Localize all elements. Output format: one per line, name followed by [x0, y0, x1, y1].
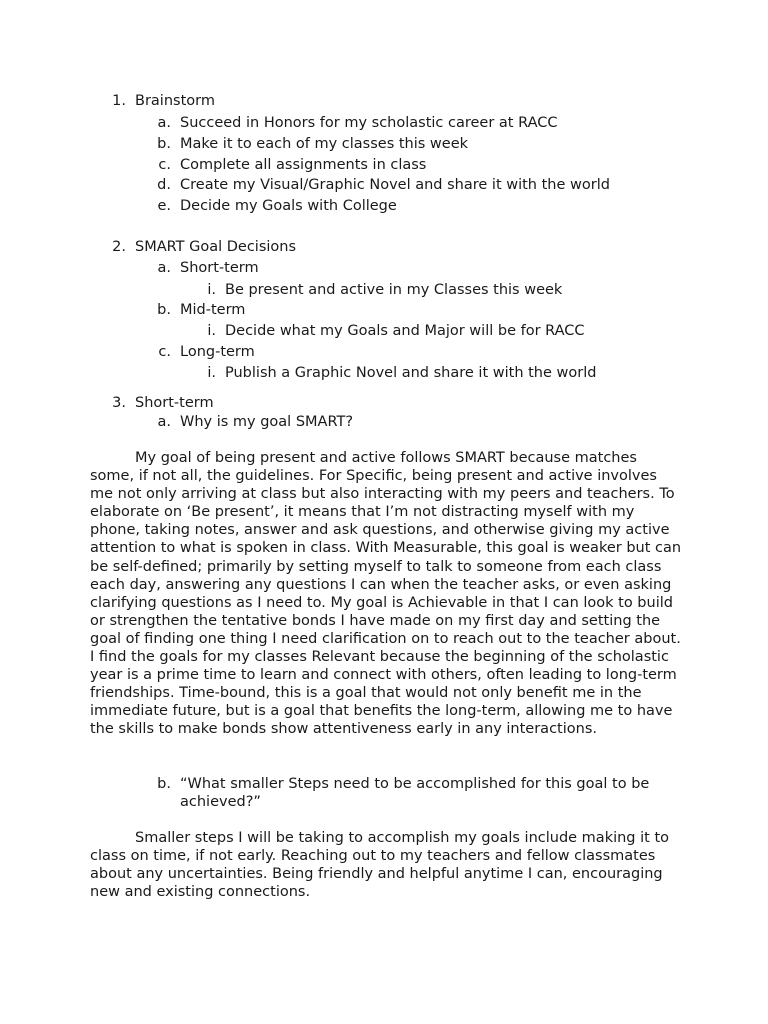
list-marker: b.	[157, 302, 171, 318]
list-item-text: “What smaller Steps need to be accomplished for this goal to be achieved?”	[180, 776, 650, 810]
list-item-text: Mid-term	[180, 302, 246, 318]
list-item-text: Be present and active in my Classes this week	[225, 282, 563, 298]
outline-item-title: Brainstorm	[135, 93, 215, 109]
list-item-text: Decide my Goals with College	[180, 198, 397, 214]
body-paragraph: Smaller steps I will be taking to accomplish my goals include making it to class on time, if not early. Reaching out to my teachers and fellow classmates about any uncertainties. Being friendly and helpful anytime I can, encouraging new and existing connections.	[90, 830, 670, 901]
outline-item-title: SMART Goal Decisions	[135, 239, 297, 255]
list-marker: c.	[158, 157, 171, 173]
list-item-text: Decide what my Goals and Major will be for RACC	[225, 323, 585, 339]
list-item-text: Long-term	[180, 344, 255, 360]
list-item-text: Publish a Graphic Novel and share it with the world	[225, 365, 597, 381]
list-marker: a.	[157, 414, 171, 430]
list-marker: i.	[207, 323, 216, 339]
body-paragraph: My goal of being present and active follows SMART because matches some, if not all, the guidelines. For Specific, being present and active involves me not only arriving at class but also interacting with my peers and teachers. To elaborate on ‘Be present’, it means that I’m not distracting myself with my phone, taking notes, answer and ask questions, and otherwise giving my active attention to what is spoken in class. With Measurable, this goal is weaker but can be self-defined; primarily by setting myself to talk to someone from each class each day, answering any questions I can when the teacher asks, or even asking clarifying questions as I need to. My goal is Achievable in that I can look to build or strengthen the tentative bonds I have made on my first day and setting the goal of finding one thing I need clarification on to reach out to the teacher about. I find the goals for my classes Relevant because the beginning of the scholastic year is a prime time to learn and connect with others, often leading to long-term friendships. Time-bound, this is a goal that would not only benefit me in the immediate future, but is a goal that benefits the long-term, allowing me to have the skills to make bonds show attentiveness early in any interactions.	[90, 450, 682, 738]
list-number: 1.	[112, 93, 126, 109]
list-marker: b.	[157, 136, 171, 152]
list-marker: a.	[157, 115, 171, 131]
list-item-text: Why is my goal SMART?	[180, 414, 354, 430]
list-number: 2.	[112, 239, 126, 255]
list-marker: a.	[157, 260, 171, 276]
list-item-text: Succeed in Honors for my scholastic career at RACC	[180, 115, 558, 131]
list-marker: i.	[207, 365, 216, 381]
list-marker: c.	[158, 344, 171, 360]
list-item-text: Short-term	[180, 260, 259, 276]
list-marker: b.	[157, 776, 171, 792]
list-marker: i.	[207, 282, 216, 298]
list-item-text: Make it to each of my classes this week	[180, 136, 469, 152]
list-number: 3.	[112, 395, 126, 411]
list-item-text: Complete all assignments in class	[180, 157, 427, 173]
list-item-text: Create my Visual/Graphic Novel and share it with the world	[180, 177, 610, 193]
outline-item-title: Short-term	[135, 395, 214, 411]
list-marker: e.	[157, 198, 171, 214]
list-marker: d.	[157, 177, 171, 193]
